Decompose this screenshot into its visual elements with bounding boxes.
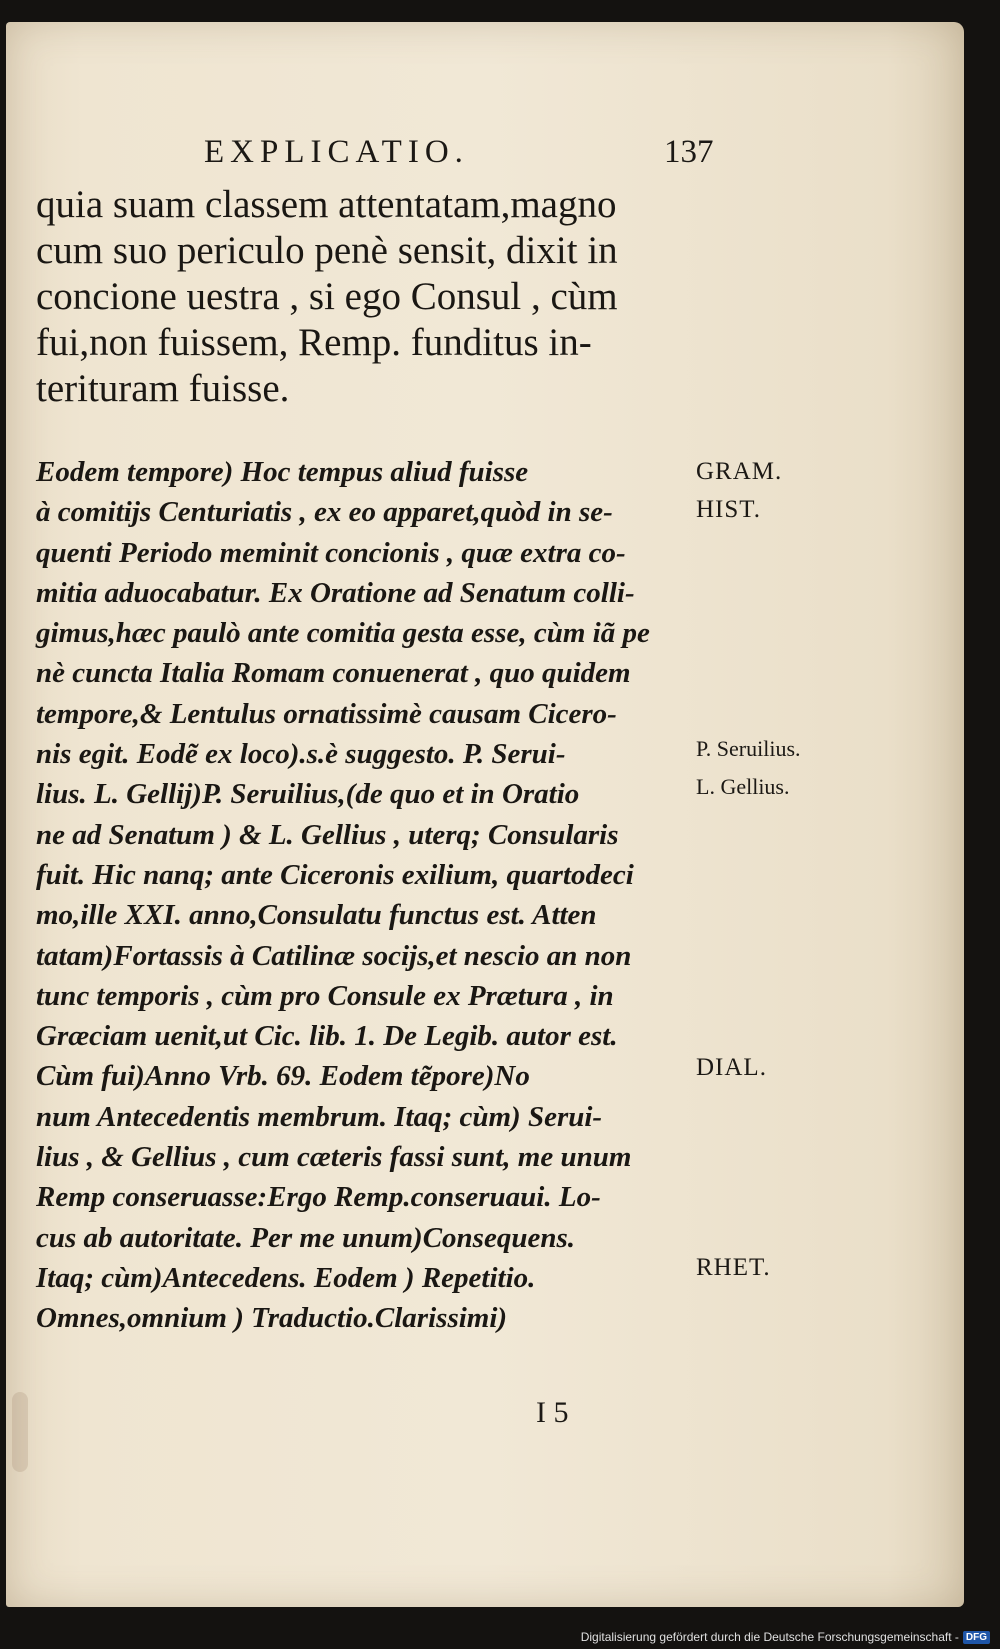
commentary-line: Græciam uenit,ut Cic. lib. 1. De Legib. autor est.	[36, 1020, 618, 1053]
commentary-line: nis egit. Eodẽ ex loco).s.è suggesto. P. Serui-	[36, 738, 566, 771]
dfg-logo-icon: DFG	[963, 1631, 990, 1644]
book-page	[6, 22, 964, 1607]
commentary-line: lius , & Gellius , cum cæteris fassi sunt, me unum	[36, 1141, 632, 1174]
commentary-line: ne ad Senatum ) & L. Gellius , uterq; Consularis	[36, 818, 619, 851]
commentary-line: tempore,& Lentulus ornatissimè causam Cicero-	[36, 697, 617, 730]
commentary-line: mo,ille XXI. anno,Consulatu functus est. Atten	[36, 899, 597, 932]
lemma-line: cum suo periculo penè sensit, dixit in	[36, 229, 618, 272]
commentary-line: cus ab autoritate. Per me unum)Consequens.	[36, 1221, 575, 1254]
footer-text: Digitalisierung gefördert durch die Deutsche Forschungsgemeinschaft -	[580, 1630, 959, 1644]
lemma-line: quia suam classem attentatam,magno	[36, 183, 617, 226]
commentary-line: tunc temporis , cùm pro Consule ex Prætura , in	[36, 979, 614, 1012]
commentary-line: mitia aduocabatur. Ex Oratione ad Senatum colli-	[36, 576, 635, 609]
commentary-line: num Antecedentis membrum. Itaq; cùm) Serui-	[36, 1100, 603, 1133]
commentary-line: Omnes,omnium ) Traductio.Clarissimi)	[36, 1302, 508, 1335]
lemma-line: concione uestra , si ego Consul , cùm	[36, 275, 618, 318]
lemma-line: terituram fuisse.	[36, 367, 290, 410]
margin-note-gram: GRAM.	[696, 458, 783, 485]
lemma-text	[36, 182, 716, 412]
margin-note-dial: DIAL.	[696, 1054, 767, 1081]
commentary-line: nè cuncta Italia Romam conuenerat , quo quidem	[36, 657, 631, 690]
commentary-line: Itaq; cùm)Antecedens. Eodem ) Repetitio.	[36, 1261, 536, 1294]
commentary-line: gimus,hæc paulò ante comitia gesta esse, cùm iã pe	[36, 617, 650, 650]
running-head-title: EXPLICATIO.	[204, 134, 469, 170]
commentary-text	[36, 452, 716, 1339]
commentary-line: Eodem tempore) Hoc tempus aliud fuisse	[36, 456, 529, 488]
commentary-line: tatam)Fortassis à Catilinæ socijs,et nescio an non	[36, 939, 632, 972]
digitization-footer	[581, 1627, 990, 1647]
signature-mark: I 5	[536, 1396, 569, 1429]
commentary-line: fuit. Hic nanq; ante Ciceronis exilium, quartodeci	[36, 858, 634, 891]
commentary-line: à comitijs Centuriatis , ex eo apparet,quòd in se-	[36, 496, 613, 529]
commentary-line: lius. L. Gellij)P. Seruilius,(de quo et in Oratio	[36, 778, 580, 811]
commentary-line: quenti Periodo meminit concionis , quæ extra co-	[36, 536, 626, 569]
margin-notes	[696, 22, 956, 1607]
commentary-line: Cùm fui)Anno Vrb. 69. Eodem tẽpore)No	[36, 1060, 530, 1093]
page-stain	[12, 1392, 28, 1472]
margin-note-gellius: L. Gellius.	[696, 774, 790, 799]
margin-note-seruilius: P. Seruilius.	[696, 736, 801, 761]
commentary-line: Remp conseruasse:Ergo Remp.conseruaui. Lo-	[36, 1181, 601, 1214]
lemma-line: fui,non fuissem, Remp. funditus in-	[36, 321, 592, 364]
margin-note-hist: HIST.	[696, 496, 761, 523]
page-number: 137	[664, 134, 714, 170]
margin-note-rhet: RHET.	[696, 1254, 771, 1281]
